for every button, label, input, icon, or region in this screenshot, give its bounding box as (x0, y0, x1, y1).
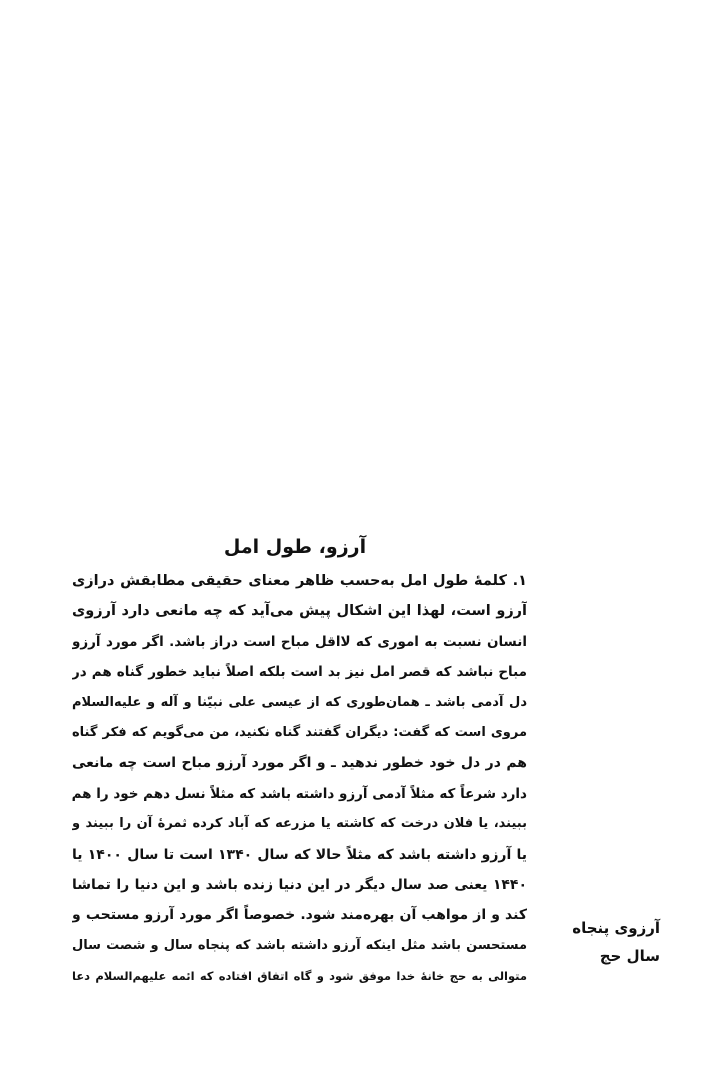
paragraph-line: ببیند، یا فلان درخت که کاشته یا مزرعه که آباد کرده ثمرهٔ آن را ببیند و (72, 816, 527, 832)
paragraph-line: آرزو است، لهذا این اشکال پیش می‌آید که چه مانعی دارد آرزوی (72, 603, 527, 620)
paragraph-line: مستحسن باشد مثل اینکه آرزو داشته باشد که پنجاه سال و شصت سال (72, 937, 527, 953)
paragraph-line: مباح نباشد که قصر امل نیز بد است بلکه اصلاً نباید خطور گناه هم در (72, 664, 527, 681)
paragraph-line: مروی است که گفت: دیگران گفتند گناه نکنید، من می‌گویم که فکر گناه (72, 724, 527, 740)
paragraph-line: متوالی به حج خانهٔ خدا موفق شود و گاه اتفاق افتاده که ائمه علیهم‌السلام دعا (72, 969, 527, 984)
body-paragraph (72, 566, 527, 991)
paragraph-line: ۱. کلمهٔ طول امل به‌حسب ظاهر معنای حقیقی مطابقش درازی (72, 573, 527, 589)
paragraph-line: دارد شرعاً که مثلاً آدمی آرزو داشته باشد که مثلاً نسل دهم خود را هم (72, 785, 527, 802)
paragraph-line: دل آدمی باشد ـ همان‌طوری که از عیسی علی نبیّنا و آله و علیه‌السلام (72, 694, 527, 710)
paragraph-line: هم در دل خود خطور ندهید ـ و اگر مورد آرزو مباح است چه مانعی (72, 755, 527, 772)
paragraph-line: انسان نسبت به اموری که لااقل مباح است دراز باشد. اگر مورد آرزو (72, 633, 527, 650)
paragraph-line: کند و از مواهب آن بهره‌مند شود. خصوصاً اگر مورد آرزو مستحب و (72, 907, 527, 924)
margin-note (540, 914, 660, 970)
paragraph-line: ۱۴۴۰ یعنی صد سال دیگر در این دنیا زنده باشد و این دنیا را تماشا (72, 876, 527, 893)
margin-note-line: سال حج (599, 947, 660, 965)
paragraph-line: یا آرزو داشته باشد که مثلاً حالا که سال ۱۳۴۰ است تا سال ۱۴۰۰ یا (72, 846, 527, 863)
section-heading: آرزو، طول امل (223, 536, 367, 558)
margin-note-line: آرزوی پنجاه (572, 919, 660, 937)
